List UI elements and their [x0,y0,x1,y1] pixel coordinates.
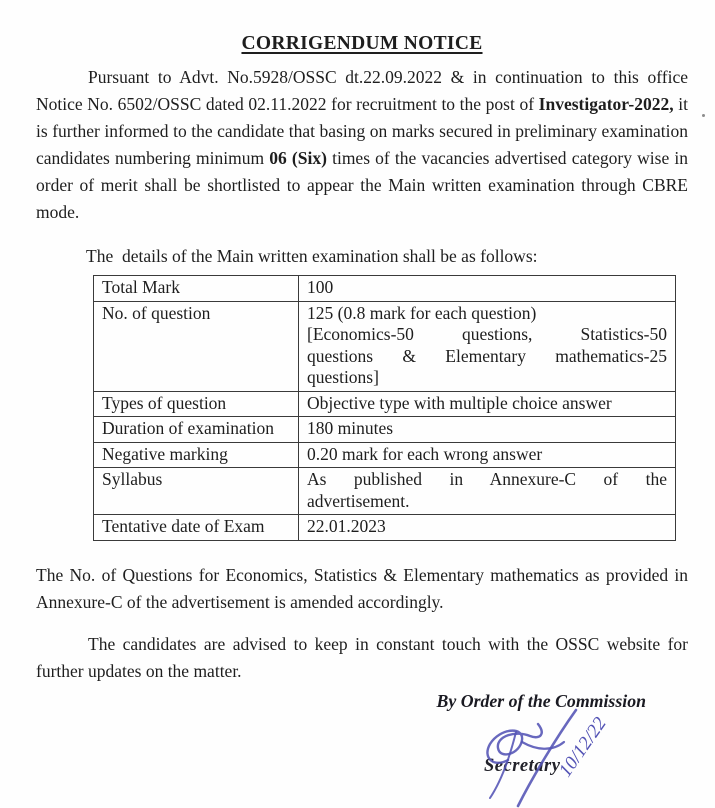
row-value-line: advertisement. [307,490,410,511]
intro-paragraph-part1: Pursuant to Advt. No.5928/OSSC dt.22.09.2022 & in continuation to this office Notice No. 6502/OSSC dated 02.11.2022 for recruitment to the post of [36,67,688,114]
row-value-line: questions] [307,367,379,387]
row-value [299,515,676,541]
row-label: Syllabus [94,468,299,515]
table-row-no-of-question [94,301,676,391]
row-value-line: Objective type with multiple choice answer [307,392,612,413]
signature-block [420,710,650,808]
row-value-line: 22.01.2023 [307,516,386,536]
row-value [299,276,676,302]
table-row-syllabus [94,468,676,515]
row-value-line: 100 [307,277,334,297]
row-label: No. of question [94,301,299,391]
row-label: Types of question [94,391,299,417]
row-label: Tentative date of Exam [94,515,299,541]
table-row-types-of-question [94,391,676,417]
post-name-bold: Investigator-2022, [538,94,674,114]
signature-loops [487,724,541,763]
advice-paragraph: The candidates are advised to keep in constant touch with the OSSC website for further updates on the matter. [36,633,688,681]
intro-paragraph [36,64,688,226]
scan-artifact-dot [702,114,705,117]
table-row-negative-marking [94,442,676,468]
intro-paragraph-part2: it is further informed to the candidate that basing on marks secured in preliminary examination candidates numbering minimum [36,94,688,168]
signature-scribble [420,710,650,808]
table-intro-line: The details of the Main written examination shall be as follows: [86,246,538,266]
row-value [299,468,676,515]
table-row-tentative-date [94,515,676,541]
table-row-total-mark [94,276,676,302]
row-value-line: 180 minutes [307,418,394,438]
row-label: Negative marking [94,442,299,468]
signature-date: 10/12/22 [554,712,611,781]
row-value [299,442,676,468]
row-value [299,301,676,391]
signature-tail [522,742,564,749]
table-row-duration [94,417,676,443]
amendment-paragraph: The No. of Questions for Economics, Statistics & Elementary mathematics as provided in Annexure-C of the advertisement is amended accordingly. [36,564,688,612]
intro-paragraph-part3: times of the vacancies advertised category wise in order of merit shall be shortlisted to appear the Main written examination through CBRE mode. [36,148,689,222]
row-value-line: questions & Elementary mathematics-25 [307,345,667,366]
secretary-label: Secretary [484,755,561,776]
row-value-line: As published in Annexure-C of the [307,469,667,489]
notice-title-text: CORRIGENDUM NOTICE [241,33,483,54]
row-label: Duration of examination [94,417,299,443]
row-value [299,417,676,443]
exam-details-table [93,275,676,541]
row-value-line: 125 (0.8 mark for each question) [307,302,537,323]
times-bold: 06 (Six) [269,148,327,168]
row-value [299,391,676,417]
notice-title [36,20,688,57]
row-label: Total Mark [94,276,299,302]
row-value-line: [Economics-50 questions, Statistics-50 [307,324,667,344]
signature-descender [490,732,516,798]
row-value-line: 0.20 mark for each wrong answer [307,443,543,464]
by-order-line: By Order of the Commission [436,690,646,711]
